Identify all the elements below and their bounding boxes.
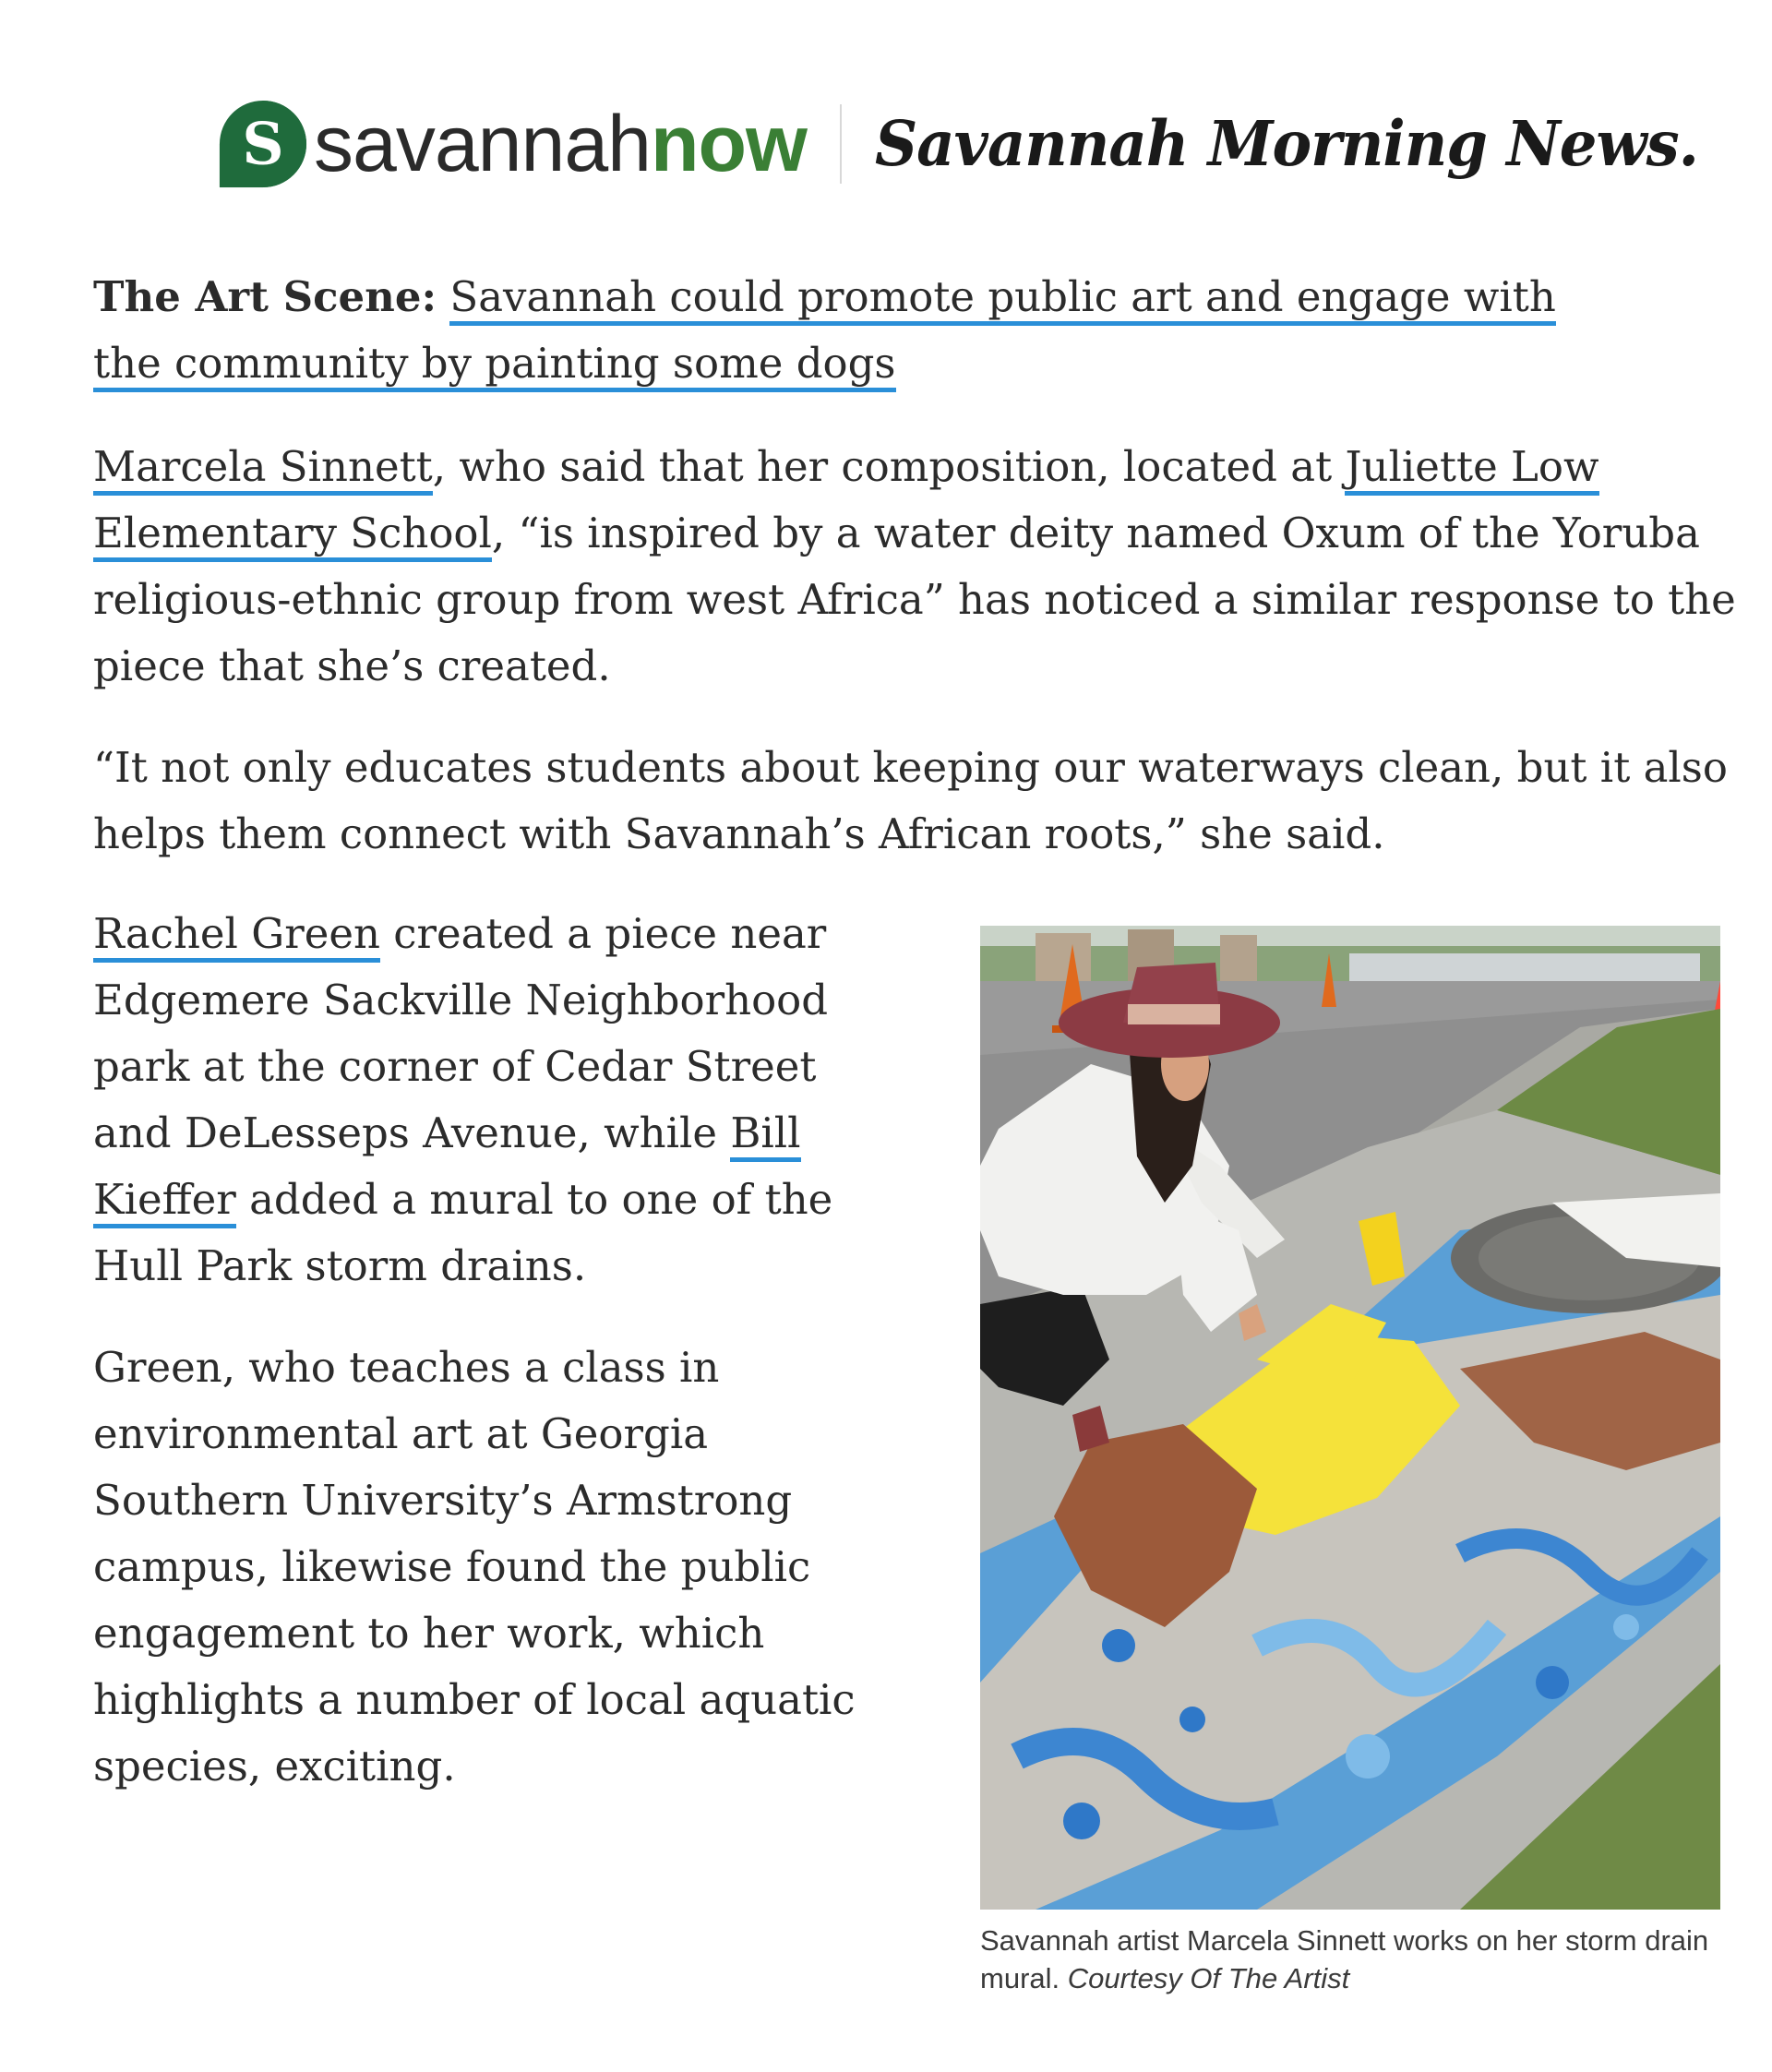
- storm-drain-mural-photo[interactable]: [980, 926, 1720, 1910]
- article-paragraph: [93, 901, 905, 1299]
- bill-kieffer-link[interactable]: Bill Kieffer: [93, 1108, 801, 1228]
- paragraph-text: , “is inspired by a water deity named Oxum of the Yoruba religious-ethnic group from west Africa” has noticed a similar response to the piece that she’s created.: [93, 509, 1736, 690]
- photo-credit: Courtesy Of The Artist: [1067, 1962, 1350, 1994]
- photo-caption: [980, 1922, 1718, 1997]
- masthead-divider: [840, 104, 842, 184]
- svg-text:S: S: [242, 109, 284, 178]
- related-article-link[interactable]: Savannah could promote public art and engage with the community by painting some dogs: [93, 272, 1556, 392]
- paragraph-text: added a mural to one of the Hull Park storm drains.: [93, 1175, 833, 1290]
- paragraph-text: , who said that her composition, located at: [432, 442, 1346, 491]
- rachel-green-link[interactable]: Rachel Green: [93, 909, 380, 963]
- marcela-sinnett-link[interactable]: Marcela Sinnett: [93, 442, 433, 496]
- caption-text: Savannah artist Marcela Sinnett works on her storm drain mural.: [980, 1924, 1709, 1994]
- related-article-headline: [93, 264, 1570, 397]
- headline-label: The Art Scene:: [93, 272, 437, 321]
- article-paragraph: “It not only educates students about keeping our waterways clean, but it also helps them connect with Savannah’s African roots,” she said.: [93, 743, 1728, 858]
- savannahnow-wordmark[interactable]: savannahnow: [314, 100, 807, 188]
- savannah-morning-news-logo[interactable]: Savannah Morning News.: [874, 107, 1698, 181]
- juliette-low-school-link[interactable]: Juliette Low Elementary School: [93, 442, 1599, 562]
- article-paragraph: Green, who teaches a class in environmental art at Georgia Southern University’s Armstrong campus, likewise found the public engagement to her work, which highlights a number of local aquatic species, exciting.: [93, 1343, 856, 1791]
- article-paragraph: [93, 434, 1736, 700]
- savannahnow-logo-icon[interactable]: [218, 99, 308, 189]
- masthead: [218, 96, 1698, 192]
- paragraph-text: created a piece near Edgemere Sackville Neighborhood park at the corner of Cedar Street and DeLesseps Avenue, while: [93, 909, 829, 1157]
- mural-photo-illustration: [980, 926, 1720, 1910]
